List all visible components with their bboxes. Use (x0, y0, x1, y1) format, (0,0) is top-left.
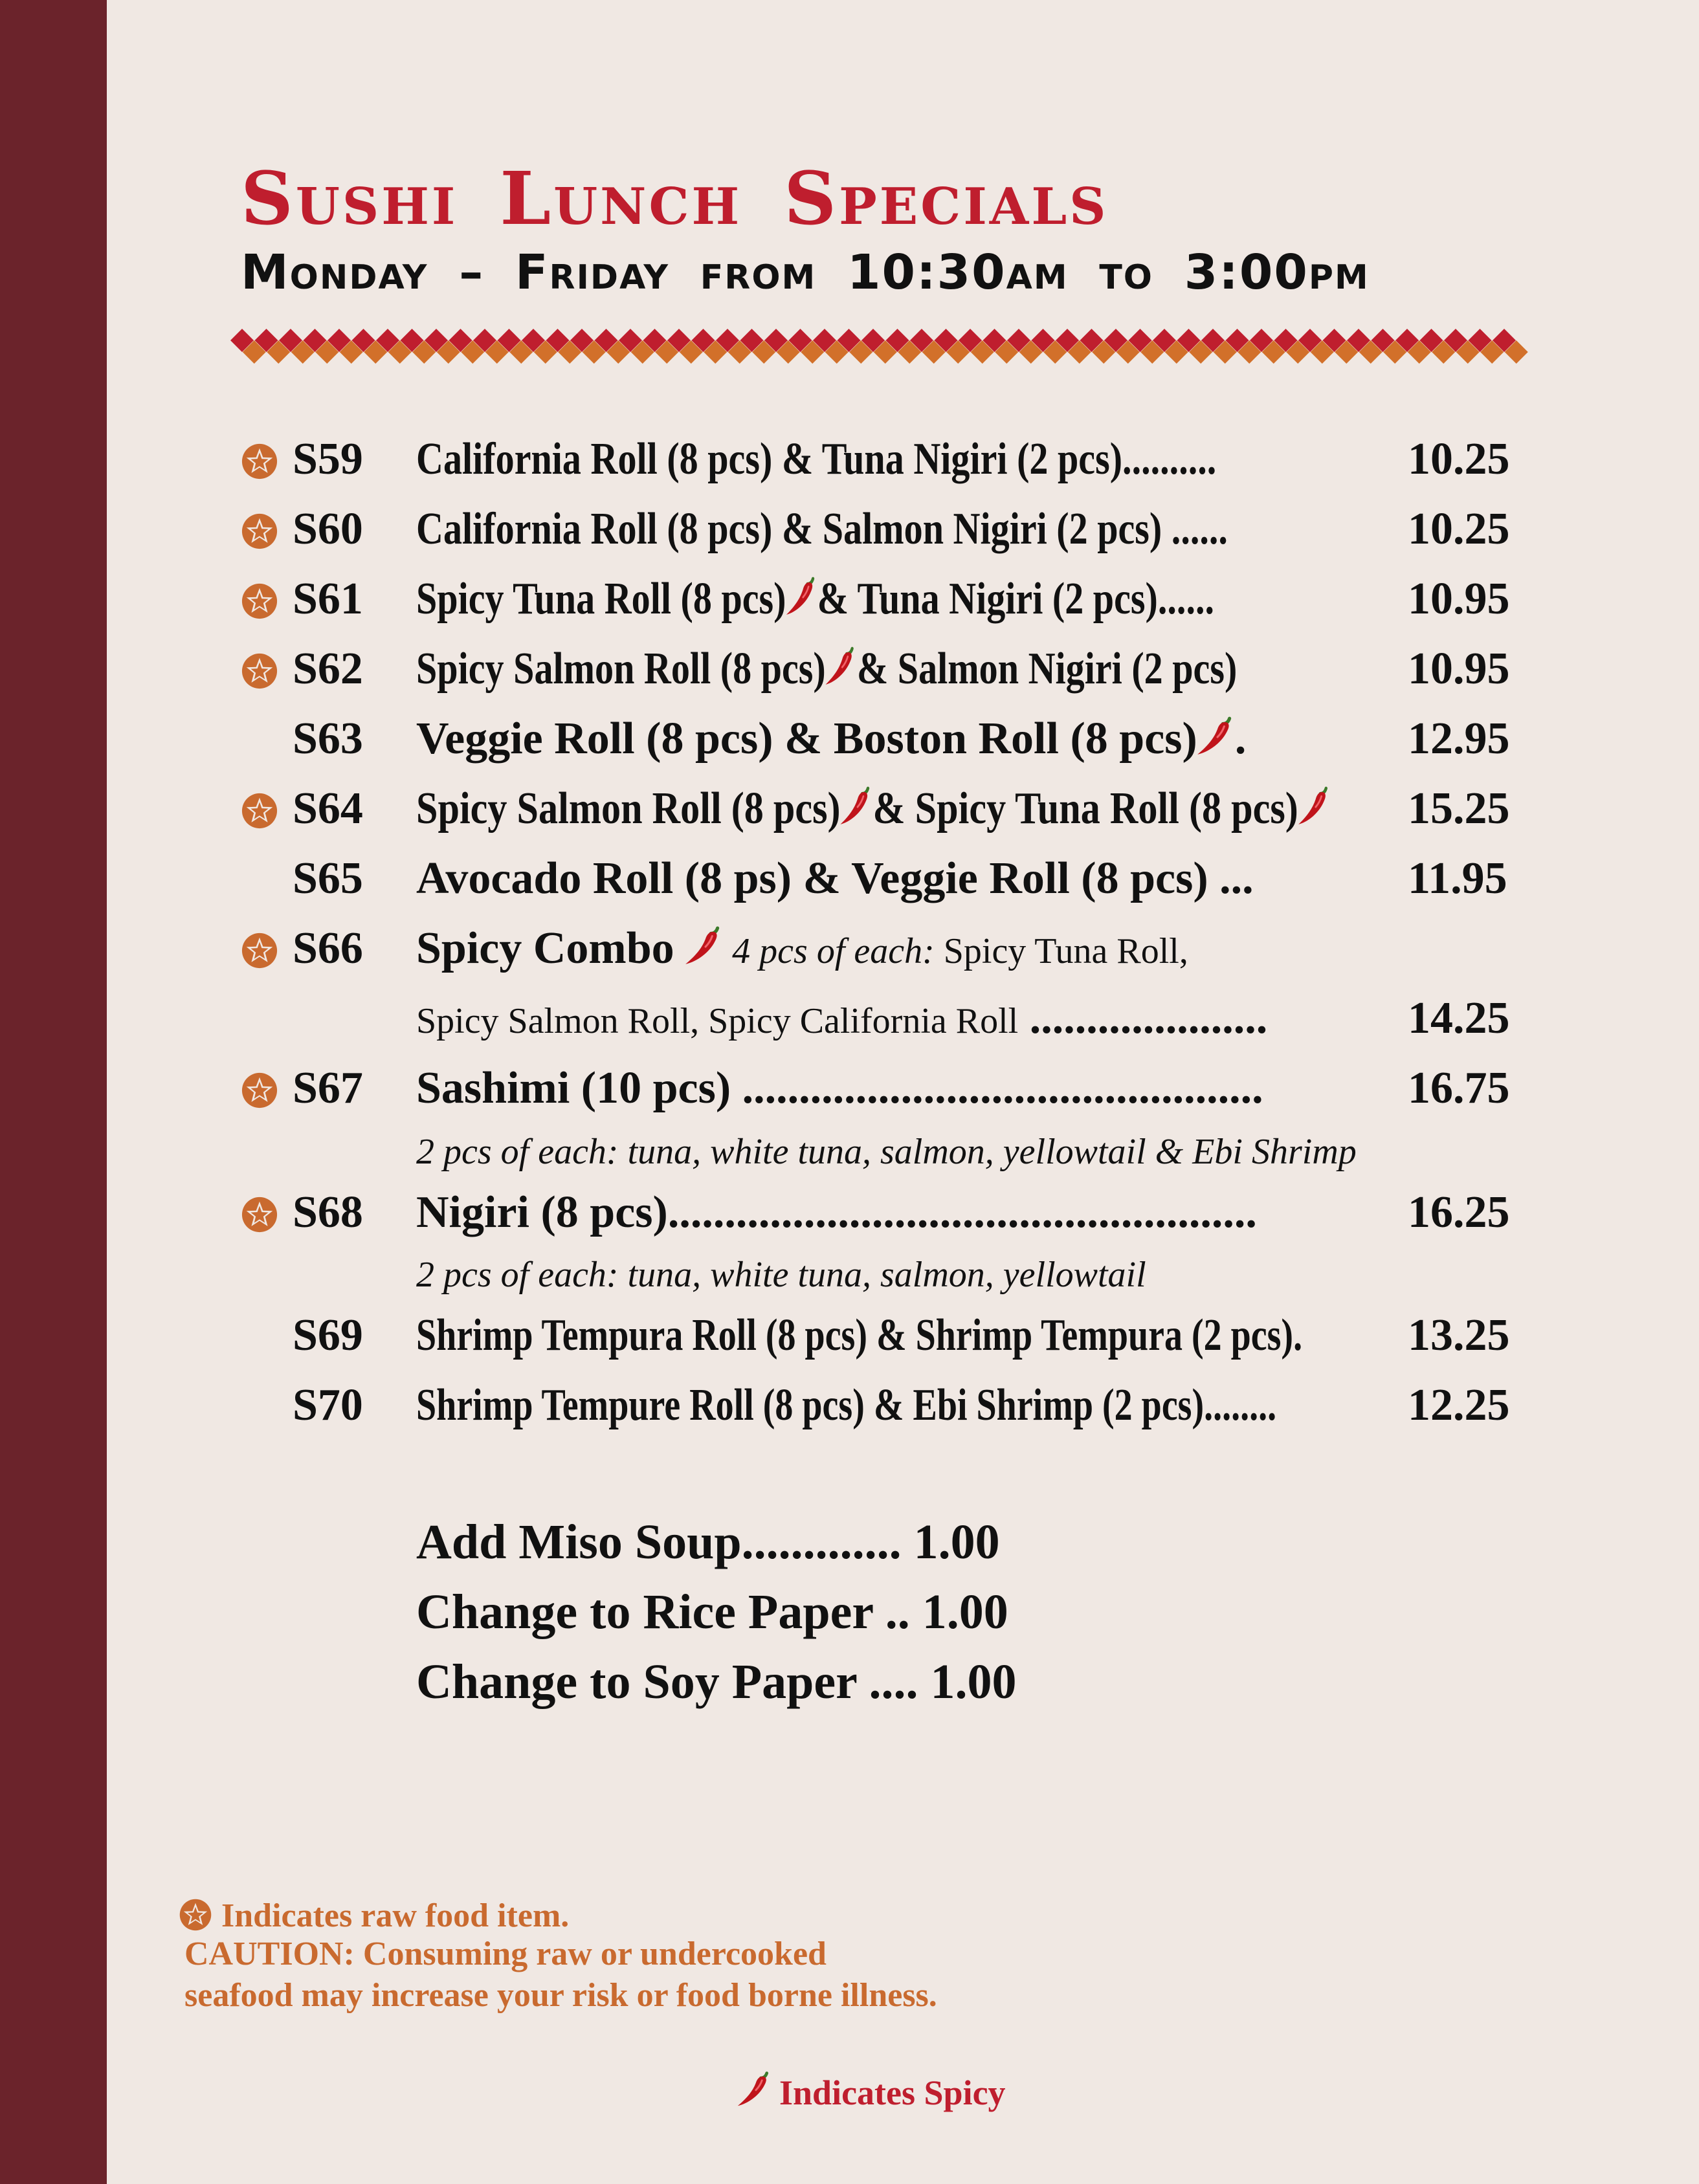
spicy-pepper-icon (823, 645, 859, 687)
page-subtitle: Monday – Friday from 10:30am to 3:00pm (241, 245, 1370, 300)
spicy-pepper-icon (1296, 784, 1333, 827)
item-name: Avocado Roll (8 ps) & Veggie Roll (8 pcs) ... (416, 854, 1254, 903)
spicy-pepper-icon (683, 924, 726, 967)
menu-item-s59 (0, 427, 1699, 498)
item-name-continued: Spicy Salmon Roll, Spicy California Roll ..................... (416, 993, 1268, 1043)
raw-star-icon (241, 513, 278, 550)
item-code: S64 (293, 784, 363, 833)
addon-soy-paper: Change to Soy Paper .... 1.00 (416, 1655, 1017, 1709)
menu-item-s61 (0, 567, 1699, 638)
menu-item-s62 (0, 637, 1699, 708)
item-name: California Roll (8 pcs) & Salmon Nigiri (2 pcs) ...... (416, 504, 1228, 554)
raw-star-icon (241, 792, 278, 830)
item-name: Shrimp Tempure Roll (8 pcs) & Ebi Shrimp (2 pcs)........ (416, 1380, 1277, 1430)
item-code: S69 (293, 1310, 363, 1360)
menu-item-s66-line2 (0, 986, 1699, 1057)
item-price: 16.25 (1408, 1187, 1510, 1237)
addon-rice-paper: Change to Rice Paper .. 1.00 (416, 1585, 1008, 1639)
item-name: Shrimp Tempura Roll (8 pcs) & Shrimp Tempura (2 pcs). (416, 1310, 1303, 1360)
raw-star-icon (241, 443, 278, 480)
item-price: 10.95 (1408, 644, 1510, 694)
menu-item-s65 (0, 846, 1699, 918)
item-price: 12.95 (1408, 714, 1510, 764)
item-name: Spicy Salmon Roll (8 pcs) & Salmon Nigiri (2 pcs) (416, 644, 1238, 694)
item-code: S67 (293, 1063, 363, 1113)
addon-miso-soup: Add Miso Soup............. 1.00 (416, 1515, 1000, 1569)
item-price: 13.25 (1408, 1310, 1510, 1360)
item-code: S61 (293, 574, 363, 624)
item-name: Veggie Roll (8 pcs) & Boston Roll (8 pcs) . (416, 714, 1247, 764)
spicy-pepper-icon (838, 784, 875, 827)
raw-star-icon (241, 1072, 278, 1109)
spicy-pepper-icon (735, 2069, 774, 2108)
spicy-pepper-icon (784, 575, 819, 617)
page-title: Sushi Lunch Specials (241, 157, 1109, 241)
raw-star-icon (241, 652, 278, 690)
item-price: 12.25 (1408, 1380, 1510, 1430)
item-code: S62 (293, 644, 363, 694)
item-code: S63 (293, 714, 363, 764)
menu-item-s67 (0, 1056, 1699, 1127)
item-name: Spicy Salmon Roll (8 pcs) & Spicy Tuna Roll (8 pcs) (416, 783, 1401, 835)
menu-item-s68 (0, 1180, 1699, 1252)
item-code: S59 (293, 434, 363, 484)
raw-star-icon (241, 932, 278, 969)
item-name: Spicy Tuna Roll (8 pcs) & Tuna Nigiri (2 pcs)...... (416, 574, 1215, 624)
menu-item-s66 (0, 916, 1699, 987)
item-description: 2 pcs of each: tuna, white tuna, salmon, yellowtail & Ebi Shrimp (416, 1132, 1357, 1172)
item-code: S65 (293, 854, 363, 903)
item-code: S66 (293, 923, 363, 973)
item-name: Nigiri (8 pcs).................................................... (416, 1187, 1257, 1237)
menu-item-s69 (0, 1303, 1699, 1374)
item-price: 10.95 (1408, 574, 1510, 624)
menu-item-s64 (0, 777, 1699, 848)
item-price: 14.25 (1408, 993, 1510, 1043)
item-price: 10.25 (1408, 434, 1510, 484)
legend-raw: Indicates raw food item. (179, 1893, 569, 1935)
diamond-border (230, 327, 1540, 374)
item-name: Sashimi (10 pcs) .............................................. (416, 1063, 1263, 1113)
menu-item-s63 (0, 707, 1699, 778)
item-code: S68 (293, 1187, 363, 1237)
raw-star-icon (241, 1196, 278, 1233)
raw-star-icon (179, 1898, 212, 1932)
raw-star-icon (241, 582, 278, 620)
item-description: 2 pcs of each: tuna, white tuna, salmon, yellowtail (416, 1255, 1146, 1295)
item-price: 11.95 (1408, 854, 1507, 903)
item-name: California Roll (8 pcs) & Tuna Nigiri (2 pcs).......... (416, 434, 1217, 484)
item-code: S70 (293, 1380, 363, 1430)
menu-item-s70 (0, 1373, 1699, 1444)
menu-item-s60 (0, 497, 1699, 568)
item-price: 10.25 (1408, 504, 1510, 554)
spicy-pepper-icon (1195, 714, 1238, 757)
legend-spicy: Indicates Spicy (738, 2069, 1006, 2113)
item-price: 16.75 (1408, 1063, 1510, 1113)
caution-note: CAUTION: Consuming raw or undercooked seafood may increase your risk or food borne illness. (184, 1936, 937, 2014)
item-name: Spicy Combo 4 pcs of each: Spicy Tuna Roll, (416, 923, 1188, 973)
item-code: S60 (293, 504, 363, 554)
item-price: 15.25 (1408, 784, 1510, 833)
